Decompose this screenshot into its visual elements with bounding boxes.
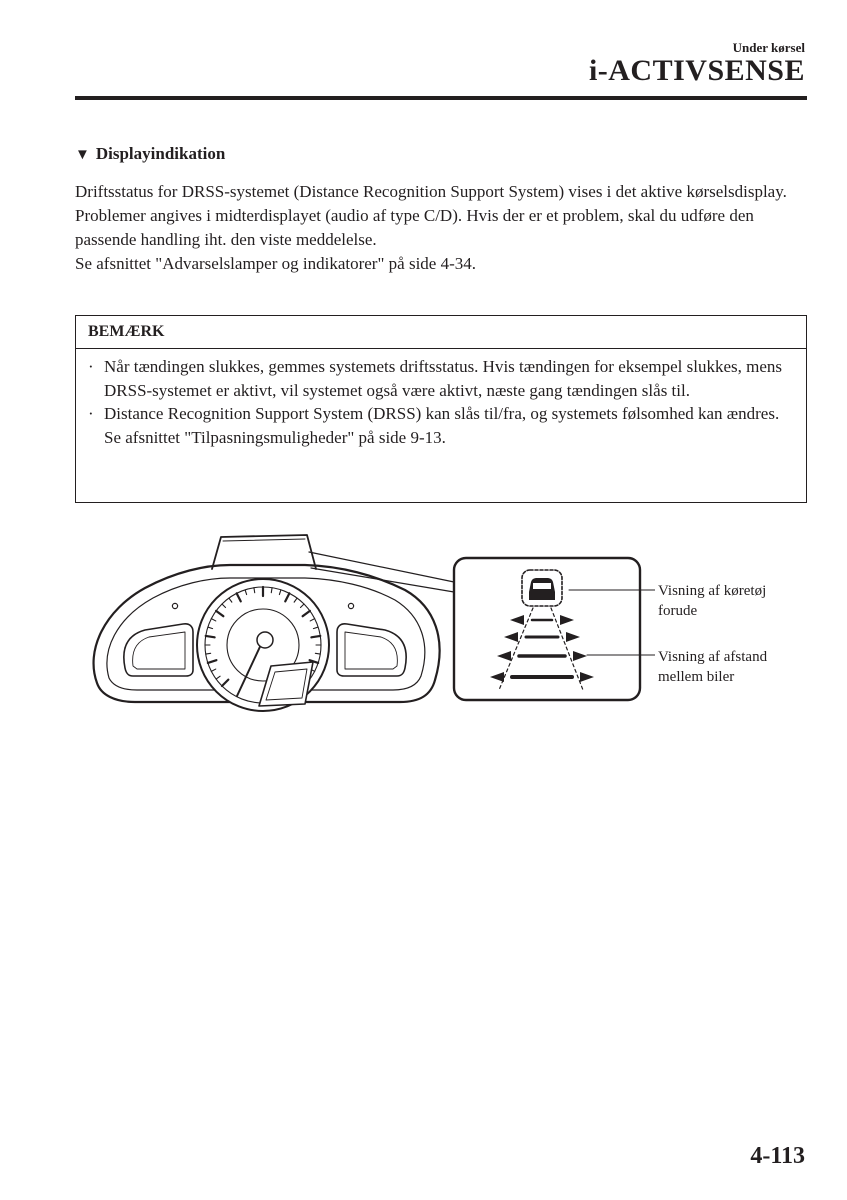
callout-line: mellem biler [658, 669, 735, 685]
note-item [88, 402, 806, 449]
header-section-label: Under kørsel [732, 40, 805, 55]
page-number: 4-113 [750, 1143, 805, 1169]
gauge-tick [206, 653, 211, 654]
section-heading-text: Displayindikation [95, 144, 226, 163]
callout-vehicle-ahead [658, 581, 766, 621]
note-item [88, 355, 806, 402]
body-paragraph: Driftsstatus for DRSS-systemet (Distance Recognition Support System) vises i det aktive kørselsdisplay. [75, 182, 787, 201]
gauge-tick [315, 653, 320, 654]
page-title: i-ACTIVSENSE [588, 54, 805, 87]
body-paragraph: Problemer angives i midterdisplayet (audio af type C/D). Hvis der er et problem, skal du udføre den passende handling iht. den viste meddelelse. [75, 206, 754, 249]
callout-distance [658, 647, 767, 687]
gauge-hub [257, 632, 273, 648]
note-box [75, 315, 807, 503]
gauge-tick [206, 636, 215, 637]
note-bullet: · [88, 404, 94, 423]
callout-line: Visning af afstand [658, 649, 768, 665]
body-paragraph: Se afsnittet "Advarselslamper og indikatorer" på side 4-34. [75, 254, 476, 273]
gauge-tick [271, 588, 272, 593]
callout-line: forude [658, 603, 698, 619]
triangle-down-icon: ▼ [75, 147, 90, 163]
note-bullet: · [88, 357, 94, 376]
gauge-tick [254, 588, 255, 593]
body-text [75, 180, 807, 276]
instrument-cluster-diagram [75, 520, 655, 720]
indicator-dot [348, 603, 353, 608]
callout-line: Visning af køretøj [658, 583, 767, 599]
header-rule [75, 96, 807, 100]
note-item-reference: Se afsnittet "Tilpasningsmuligheder" på side 9-13. [104, 427, 446, 447]
note-list [76, 349, 806, 449]
note-title: BEMÆRK [76, 316, 806, 349]
leader-line [309, 552, 454, 592]
note-item-text: Når tændingen slukkes, gemmes systemets driftsstatus. Hvis tændingen for eksempel slukkes, mens DRSS-systemet er aktivt, vil systemet også være aktivt, næste gang tændingen slås til. [104, 357, 783, 400]
gauge-tick [311, 636, 320, 637]
note-item-text: Distance Recognition Support System (DRSS) kan slås til/fra, og systemets følsomhed kan ændres. [104, 404, 780, 423]
indicator-dot [172, 603, 177, 608]
section-heading [75, 144, 225, 164]
